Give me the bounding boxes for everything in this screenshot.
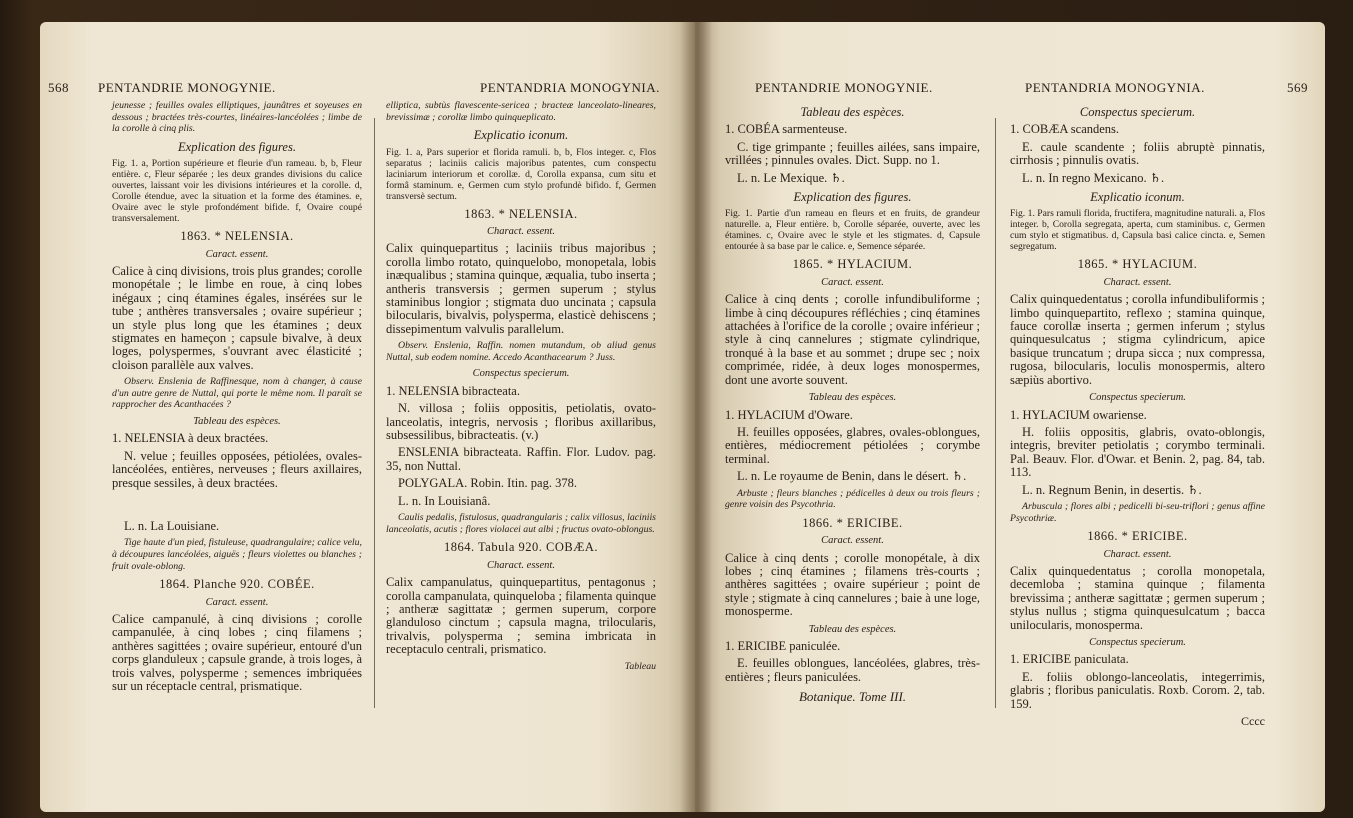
species-table-title: Tableau des espèces. [193,416,281,428]
species-description: E. foliis oblongo-lanceolatis, integerrimis, glabris ; floribus paniculatis. Roxb. Corom. 2, tab. 159. [1010,669,1265,711]
caract-label: Caract. essent. [205,248,269,260]
left-page [40,22,695,812]
species-notes: Arbuste ; fleurs blanches ; pédicelles à deux ou trois fleurs ; genre voisin des Psycothria. [725,487,980,511]
species-name: 1. NELENSIA à deux bractées. [112,431,269,446]
caract-label: Charact. essent. [1103,276,1172,288]
right-page [695,22,1325,812]
caract-label: Charact. essent. [1103,548,1172,560]
species-description: H. feuilles opposées, glabres, ovales-oblongues, entières, médiocrement pétiolées ; corymbe terminal. [725,424,980,466]
observation: Observ. Enslenia, Raffin. nomen mutandum, ob aliud genus Nuttal, sub eodem nomine. Accedo Acanthacearum ? Juss. [386,340,656,363]
genus-heading: 1863. * NELENSIA. [180,229,294,244]
explanation-title: Explication des figures. [793,190,912,205]
genus-heading: 1866. * ERICIBE. [1087,529,1188,544]
species-notes: Tige haute d'un pied, fistuleuse, quadrangulaire; calice velu, à découpures lancéolées, aiguës ; fleurs violettes ou blanches ; fruit ovale-oblong. [112,537,362,572]
genus-heading: 1864. Planche 920. COBÉE. [159,577,315,592]
species-table-title: Tableau des espèces. [800,105,905,119]
genus-heading: 1866. * ERICIBE. [802,515,903,530]
species-description: E. feuilles oblongues, lancéolées, glabres, très-entières ; fleurs paniculées. [725,656,980,684]
species-synonym: POLYGALA. Robin. Itin. pag. 378. [398,476,577,491]
genus-heading: 1865. * HYLACIUM. [1077,257,1198,272]
left-column-latin [386,100,656,672]
species-table-title: Conspectus specierum. [1089,392,1186,404]
species-table-title: Tableau des espèces. [808,392,897,404]
running-header-fr: PENTANDRIE MONOGYNIE. [98,80,276,95]
caract-label: Caract. essent. [821,535,884,547]
species-notes: Caulis pedalis, fistulosus, quadrangularis ; calix villosus, laciniis lanceolatis, acutis ; flores violacei aut albi ; fructus ovato-oblongus. [386,512,656,535]
running-header-fr: PENTANDRIE MONOGYNIE. [755,80,933,95]
species-name: 1. ERICIBE paniculata. [1010,652,1129,667]
continued-text: elliptica, subtùs flavescente-sericea ; bracteæ lanceolato-lineares, brevissimæ ; corollæ limbo quinqueplicato. [386,100,656,123]
species-description: N. velue ; feuilles opposées, pétiolées, ovales-lancéolées, entières, nerveuses ; fleurs axillaires, presque sessiles, à deux bractées. [112,448,362,490]
page-number-right: 569 [1287,80,1308,95]
figure-explanation: Fig. 1. Partie d'un rameau en fleurs et en fruits, de grandeur naturelle. a, Fleur entière. b, Corolle séparée, ouverte, avec les étamines. c, Ovaire avec le style et les stigmates. d, Capsule entourée à sa base par le calice. e, Semence séparée. [725,208,980,253]
species-name: 1. HYLACIUM d'Oware. [725,407,853,422]
volume-footer: Botanique. Tome III. [798,689,907,705]
right-column-latin [1010,100,1265,728]
species-description: C. tige grimpante ; feuilles ailées, sans impaire, vrillées ; pinnules ovales. Dict. Supp. no 1. [725,139,980,168]
species-name: 1. COBÉA sarmenteuse. [725,122,848,137]
explanation-title: Explication des figures. [178,139,296,154]
caract-label: Charact. essent. [487,226,555,237]
genus-description: Calix quinquedentatus ; corolla infundibuliformis ; limbo quinquepartito, reflexo ; stamina quinque, fauce corollæ inserta ; germen inferum ; stylus quinquesulcatus ; stigma cylindricum, apice basique truncatum ; drupa sicca ; nux compressa, rugosa, bilocularis, loculis monospermis, altero sæpiùs abortivo. [1010,292,1265,387]
species-name: 1. COBÆA scandens. [1010,122,1120,137]
species-locality: L. n. Regnum Benin, in desertis. ♄. [1022,482,1202,497]
figure-explanation: Fig. 1. Pars ramuli florida, fructifera, magnitudine naturali. a, Flos integer. b, Corolla segregata, aperta, cum staminibus. c, Germen cum stylo et stigmatibus. d, Capsula basi calice cincta. e, Semen segregatum. [1010,208,1265,253]
right-column-french [725,100,980,704]
genus-heading: 1863. * NELENSIA. [464,206,578,221]
species-description: E. caule scandente ; foliis abruptè pinnatis, cirrhosis ; pinnulis ovatis. [1010,139,1265,168]
page-number-left: 568 [48,80,69,95]
species-locality: L. n. In Louisianâ. [398,493,491,508]
species-description: N. villosa ; foliis oppositis, petiolatis, ovato-lanceolatis, integris, nervosis ; floribus axillaribus, subsessilibus, bibracteatis. (v.) [386,401,656,443]
species-table-title: Tableau des espèces. [808,623,897,635]
species-locality: L. n. Le Mexique. ♄. [737,170,845,185]
column-rule [995,118,996,708]
figure-explanation: Fig. 1. a, Portion supérieure et fleurie d'un rameau. b, b, Fleur entière. c, Fleur séparée ; les deux grandes divisions du calice ouvertes, laissant voir les divisions intérieures et la corolle. d, Corolle étendue, avec la situation et la forme des étamines. e, Ovaire avec le style profondément bifide. f, Ovaire coupé transversalement. [112,158,362,225]
continued-text: jeunesse ; feuilles ovales elliptiques, jaunâtres et soyeuses en dessous ; bractées très-courtes, linéaires-lancéolées ; limbe de la corolle à cinq plis. [112,100,362,135]
genus-description: Calix campanulatus, quinquepartitus, pentagonus ; corolla campanulata, quinqueloba ; filamenta quinque ; antheræ sagittatæ ; germen superum, corpore glanduloso cinctum ; capsula magna, trilocularis, trivalvis, polysperma ; semina imbricata in receptaculo centrali, prismatico. [386,575,656,657]
caract-label: Caract. essent. [821,276,884,288]
explanation-title: Explicatio iconum. [1090,190,1185,205]
genus-description: Calice à cinq dents ; corolle monopétale, à dix lobes ; cinq étamines ; filamens très-courts ; anthères sagittées ; ovaire supérieur ; point de style ; stigmate à cinq cannelures ; baie à une loge, monosperme. [725,550,980,619]
figure-explanation: Fig. 1. a, Pars superior et florida ramuli. b, b, Flos integer. c, Flos separatus ; laciniis calicis majoribus patentes, cum conspectu laciniarum interiorum et corollæ. d, Corolla expansa, cum situ et formâ staminum. e, Germen cum stylo profundè bifido. f, Germen transversè sectum. [386,146,656,202]
column-rule [374,118,375,708]
species-locality: L. n. Le royaume de Benin, dans le désert. ♄. [737,469,967,484]
species-table-title: Conspectus specierum. [472,368,570,380]
species-locality: L. n. In regno Mexicano. ♄. [1022,170,1165,185]
running-header-la: PENTANDRIA MONOGYNIA. [1025,80,1205,95]
caract-label: Caract. essent. [205,596,269,608]
running-header-la: PENTANDRIA MONOGYNIA. [480,80,660,95]
species-notes: Arbuscula ; flores albi ; pedicelli bi-seu-triflori ; genus affine Psycothriæ. [1010,500,1265,524]
left-column-french [112,100,362,698]
species-name: 1. HYLACIUM owariense. [1010,407,1147,422]
species-synonym: ENSLENIA bibracteata. Raffin. Flor. Ludov. pag. 35, non Nuttal. [386,445,656,473]
signature-mark: Cccc [1241,714,1265,728]
genus-heading: 1865. * HYLACIUM. [792,257,913,272]
species-name: 1. ERICIBE paniculée. [725,638,841,653]
genus-description: Calix quinquepartitus ; laciniis tribus majoribus ; corolla limbo rotato, quinquelobo, monopetala, lobis inæqualibus ; stamina quinque, æqualia, tubo inserta ; antheris transversis ; germen superum ; stylus staminibus longior ; stigmata duo uncinata ; capsula bilocularis, bivalvis, polysperma, elasticè dehiscens ; dissepimentum valvulis parallelum. [386,241,656,336]
genus-description: Calice campanulé, à cinq divisions ; corolle campanulée, à cinq lobes ; cinq filamens ; anthères sagittées ; ovaire supérieur, entouré d'un corps glanduleux ; capsule grande, à trois loges, à trois valves, polysperme ; semences imbriquées sur un réceptacle central, prismatique. [112,612,362,694]
observation: Observ. Enslenia de Raffinesque, nom à changer, à cause d'un autre genre de Nuttal, qui porte le même nom. Il paraît se rapprocher des Acanthacées ? [112,376,362,411]
species-name: 1. NELENSIA bibracteata. [386,383,520,398]
catchword: Tableau [624,660,656,672]
genus-description: Calice à cinq divisions, trois plus grandes; corolle monopétale ; le limbe en roue, à cinq lobes inégaux ; cinq étamines égales, insérées sur le tube ; anthères transversales ; ovaire supérieur ; un style plus long que les étamines ; deux stigmates en hameçon ; capsule bivalve, à deux loges, polyspermes, s'ouvrant avec élasticité ; cloison parallèle aux valves. [112,264,362,372]
species-table-title: Conspectus specierum. [1089,636,1186,648]
genus-description: Calix quinquedentatus ; corolla monopetala, decemloba ; stamina quinque ; filamenta brevissima ; antheræ sagittatæ ; germen superum ; stylus nullus ; stigma quinquesulcatum ; bacca unilocularis, monosperma. [1010,563,1265,632]
genus-heading: 1864. Tabula 920. COBÆA. [444,540,598,555]
genus-description: Calice à cinq dents ; corolle infundibuliforme ; limbe à cinq découpures réfléchies ; cinq étamines attachées à l'orifice de la corolle ; ovaire inférieur ; style à cinq cannelures ; stigmate cylindrique, tronqué à la base et au sommet ; drupe sec ; noix comprimée, ridée, à deux loges monospermes, dont une avorte souvent. [725,292,980,387]
caract-label: Charact. essent. [487,559,555,571]
species-description: H. foliis oppositis, glabris, ovato-oblongis, integris, breviter petiolatis ; corymbo terminali. Pal. Beauv. Flor. d'Owar. et Benin. 2, pag. 84, tab. 113. [1010,424,1265,480]
species-locality: L. n. La Louisiane. [124,519,220,534]
species-table-title: Conspectus specierum. [1079,105,1196,119]
explanation-title: Explicatio iconum. [473,128,569,143]
